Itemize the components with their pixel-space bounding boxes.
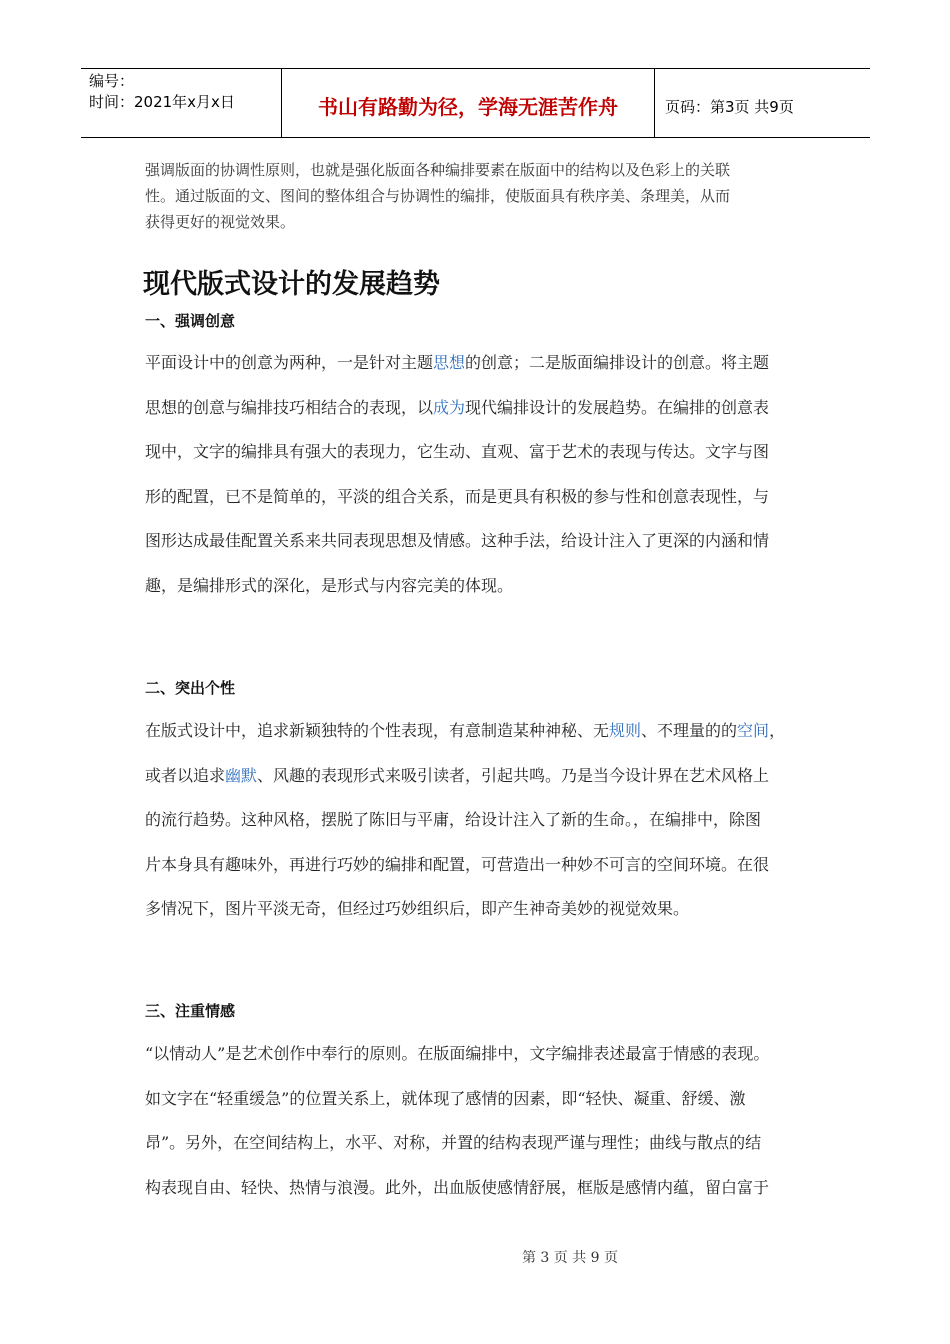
time-label: 时间：2021年x月x日 <box>89 93 235 111</box>
body-line: 在版式设计中，追求新颖独特的个性表现，有意制造某种神秘、无规则、不理量的的空间， <box>145 721 786 740</box>
header-page-number: 页码：第3页 共9页 <box>665 97 794 116</box>
section-heading-personality: 二、突出个性 <box>145 679 236 697</box>
link-humor[interactable]: 幽默 <box>225 765 258 785</box>
body-line: 片本身具有趣味外，再进行巧妙的编排和配置，可营造出一种妙不可言的空间环境。在很 <box>145 854 770 874</box>
body-line: 现中，文字的编排具有强大的表现力，它生动、直观、富于艺术的表现与传达。文字与图 <box>145 442 770 462</box>
intro-line: 获得更好的视觉效果。 <box>145 213 296 231</box>
body-line: 的流行趋势。这种风格，摆脱了陈旧与平庸，给设计注入了新的生命。，在编排中，除图 <box>145 810 762 830</box>
link-become[interactable]: 成为 <box>433 397 466 417</box>
header-info-cell <box>81 69 282 137</box>
body-line: 图形达成最佳配置关系来共同表现思想及情感。这种手法，给设计注入了更深的内涵和情 <box>145 531 770 551</box>
link-rule[interactable]: 规则 <box>609 721 642 740</box>
section-heading-creativity: 一、强调创意 <box>145 312 236 330</box>
page-footer <box>0 1247 950 1267</box>
link-thought[interactable]: 思想 <box>433 353 466 372</box>
body-line: 如文字在“轻重缓急”的位置关系上，就体现了感情的因素，即“轻快、凝重、舒缓、激 <box>145 1088 746 1108</box>
link-space[interactable]: 空间 <box>737 721 770 740</box>
page-header <box>81 68 870 138</box>
number-label: 编号： <box>89 72 135 90</box>
intro-line: 性。通过版面的文、图间的整体组合与协调性的编排，使版面具有秩序美、条理美，从而 <box>145 187 731 205</box>
intro-line: 强调版面的协调性原则，也就是强化版面各种编排要素在版面中的结构以及色彩上的关联 <box>145 161 731 179</box>
footer-page-number: 第 3 页 共 9 页 <box>521 1250 619 1266</box>
body-line: 昂”。另外，在空间结构上，水平、对称，并置的结构表现严谨与理性；曲线与散点的结 <box>145 1133 762 1153</box>
section-heading-emotion: 三、注重情感 <box>145 1002 236 1020</box>
body-line: 或者以追求幽默、风趣的表现形式来吸引读者，引起共鸣。乃是当今设计界在艺术风格上 <box>145 765 770 785</box>
section-emotion-body <box>145 1032 810 1210</box>
intro-paragraph <box>145 157 805 235</box>
body-line: 思想的创意与编排技巧相结合的表现，以成为现代编排设计的发展趋势。在编排的创意表 <box>145 397 770 417</box>
body-line: 趣，是编排形式的深化，是形式与内容完美的体现。 <box>145 575 514 595</box>
body-line: “以情动人”是艺术创作中奉行的原则。在版面编排中，文字编排表述最富于情感的表现。 <box>145 1044 770 1063</box>
body-line: 多情况下，图片平淡无奇，但经过巧妙组织后，即产生神奇美妙的视觉效果。 <box>145 899 690 919</box>
page-title: 现代版式设计的发展趋势 <box>143 269 440 300</box>
body-line: 构表现自由、轻快、热情与浪漫。此外，出血版使感情舒展，框版是感情内蕴，留白富于 <box>145 1177 770 1197</box>
body-line: 平面设计中的创意为两种，一是针对主题思想的创意；二是版面编排设计的创意。将主题 <box>145 353 770 372</box>
section-creativity-body <box>145 341 810 609</box>
section-personality-body <box>145 709 810 932</box>
body-line: 形的配置，已不是简单的，平淡的组合关系，而是更具有积极的参与性和创意表现性，与 <box>145 486 770 506</box>
header-motto: 书山有路勤为径，学海无涯苦作舟 <box>282 69 655 137</box>
